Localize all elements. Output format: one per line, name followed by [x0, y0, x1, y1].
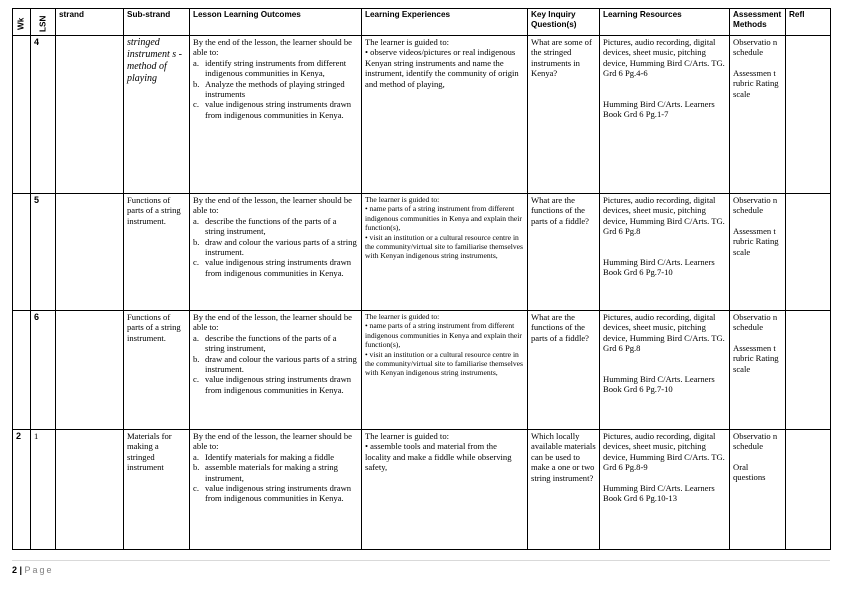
- outcome-list: [193, 333, 358, 395]
- list-item: a. identify string instruments from different indigenous communities in Kenya,: [193, 57, 347, 79]
- resources-primary: Pictures, audio recording, digital devices, sheet music, pitching device, Humming Bird C/Arts. TG. Grd 6 Pg.8: [603, 312, 725, 354]
- cell-refl: [786, 36, 831, 194]
- cell-outcomes: [190, 430, 362, 550]
- cell-inquiry: What are the functions of the parts of a fiddle?: [528, 311, 600, 430]
- table-row: [13, 430, 831, 550]
- cell-experiences: [362, 194, 528, 311]
- list-item: • name parts of a string instrument from different indigenous communities in Kenya and explain their function(s),: [365, 321, 522, 350]
- cell-wk: [13, 194, 31, 311]
- list-item: • visit an institution or a cultural resource centre in the community/virtual site to familiarise themselves with Kenyan indigenous string instruments,: [365, 232, 523, 261]
- cell-refl: [786, 430, 831, 550]
- outcome-list: [193, 216, 358, 278]
- cell-strand: [56, 36, 124, 194]
- resources-secondary: Humming Bird C/Arts. Learners Book Grd 6 Pg.1-7: [603, 98, 715, 120]
- cell-resources: [600, 36, 730, 194]
- list-item: • visit an institution or a cultural resource centre in the community/virtual site to familiarise themselves with Kenyan indigenous string instruments,: [365, 349, 523, 378]
- header-outcomes: Lesson Learning Outcomes: [190, 9, 362, 36]
- list-item: a. describe the functions of the parts of a string instrument,: [193, 332, 337, 354]
- experience-intro: The learner is guided to:: [365, 431, 449, 441]
- cell-sub-strand: Functions of parts of a string instrument.: [124, 194, 190, 311]
- list-item: b. Analyze the methods of playing stringed instruments: [193, 78, 345, 100]
- assessment-secondary: Oral questions: [733, 461, 766, 483]
- list-item: b. draw and colour the various parts of a string instrument.: [193, 236, 357, 258]
- assessment-secondary: Assessmen t rubric Rating scale: [733, 67, 779, 99]
- table-row: [13, 36, 831, 194]
- list-item: b. assemble materials for making a string instrument,: [193, 462, 338, 483]
- cell-strand: [56, 311, 124, 430]
- cell-sub-strand: Functions of parts of a string instrument.: [124, 311, 190, 430]
- header-assessment: Assessment Methods: [730, 9, 786, 36]
- list-item: c. value indigenous string instruments drawn from indigenous communities in Kenya.: [193, 483, 352, 504]
- resources-secondary: Humming Bird C/Arts. Learners Book Grd 6 Pg.10-13: [603, 482, 715, 504]
- resources-primary: Pictures, audio recording, digital devices, sheet music, pitching device, Humming Bird C/Arts. TG. Grd 6 Pg.8: [603, 195, 725, 237]
- cell-outcomes: [190, 36, 362, 194]
- cell-experiences: [362, 430, 528, 550]
- outcome-list: [193, 452, 358, 504]
- cell-strand: [56, 194, 124, 311]
- header-resources: Learning Resources: [600, 9, 730, 36]
- list-item: b. draw and colour the various parts of a string instrument.: [193, 353, 357, 375]
- resources-secondary: Humming Bird C/Arts. Learners Book Grd 6 Pg.7-10: [603, 256, 715, 278]
- cell-sub-strand: stringed instrument s - method of playing: [124, 36, 190, 194]
- header-lsn: LSN: [31, 9, 56, 36]
- page-footer: [12, 560, 830, 575]
- list-item: c. value indigenous string instruments drawn from indigenous communities in Kenya.: [193, 257, 352, 278]
- cell-lsn: 1: [31, 430, 56, 550]
- cell-outcomes: [190, 311, 362, 430]
- list-item: • observe videos/pictures or real indigenous Kenyan string instruments and name the instrument, identify the community of origin and method of playing,: [365, 47, 519, 89]
- assessment-primary: Observatio n schedule: [733, 37, 778, 58]
- assessment-primary: Observatio n schedule: [733, 312, 778, 333]
- experience-intro: The learner is guided to:: [365, 195, 440, 204]
- page-label: Page: [24, 565, 54, 575]
- cell-experiences: [362, 36, 528, 194]
- list-item: c. value indigenous string instruments drawn from indigenous communities in Kenya.: [193, 374, 352, 395]
- cell-wk: [13, 311, 31, 430]
- cell-inquiry: What are the functions of the parts of a fiddle?: [528, 194, 600, 311]
- page-number: 2: [12, 565, 18, 575]
- header-row: [13, 9, 831, 36]
- cell-lsn: 5: [31, 194, 56, 311]
- cell-lsn: 4: [31, 36, 56, 194]
- cell-resources: [600, 194, 730, 311]
- list-item: a. Identify materials for making a fiddle: [193, 451, 335, 462]
- list-item: c. value indigenous string instruments drawn from indigenous communities in Kenya.: [193, 99, 352, 120]
- list-item: a. describe the functions of the parts of a string instrument,: [193, 215, 337, 237]
- list-item: • assemble tools and material from the locality and make a fiddle while observing safety,: [365, 441, 512, 473]
- experience-intro: The learner is guided to:: [365, 312, 440, 321]
- cell-outcomes: [190, 194, 362, 311]
- experience-intro: The learner is guided to:: [365, 37, 449, 47]
- table-row: [13, 311, 831, 430]
- cell-experiences: [362, 311, 528, 430]
- cell-sub-strand: Materials for making a stringed instrument: [124, 430, 190, 550]
- footer-separator: |: [17, 565, 25, 575]
- cell-strand: [56, 430, 124, 550]
- header-experiences: Learning Experiences: [362, 9, 528, 36]
- cell-assessment: [730, 430, 786, 550]
- outcome-list: [193, 58, 358, 120]
- assessment-secondary: Assessmen t rubric Rating scale: [733, 225, 779, 257]
- assessment-primary: Observatio n schedule: [733, 195, 778, 216]
- header-wk: Wk: [13, 9, 31, 36]
- outcome-intro: By the end of the lesson, the learner should be able to:: [193, 312, 352, 333]
- list-item: • name parts of a string instrument from different indigenous communities in Kenya and explain their function(s),: [365, 204, 522, 233]
- outcome-intro: By the end of the lesson, the learner should be able to:: [193, 431, 352, 452]
- cell-assessment: [730, 36, 786, 194]
- cell-lsn: 6: [31, 311, 56, 430]
- header-inquiry: Key Inquiry Question(s): [528, 9, 600, 36]
- cell-assessment: [730, 194, 786, 311]
- cell-wk: 2: [13, 430, 31, 550]
- cell-inquiry: Which locally available materials can be used to make a one or two string instrument?: [528, 430, 600, 550]
- cell-assessment: [730, 311, 786, 430]
- header-strand: strand: [56, 9, 124, 36]
- assessment-secondary: Assessmen t rubric Rating scale: [733, 342, 779, 374]
- outcome-intro: By the end of the lesson, the learner should be able to:: [193, 37, 352, 58]
- cell-refl: [786, 194, 831, 311]
- resources-primary: Pictures, audio recording, digital devices, sheet music, pitching device, Humming Bird C/Arts. TG. Grd 6 Pg.8-9: [603, 431, 725, 473]
- cell-resources: [600, 311, 730, 430]
- header-refl: Refl: [786, 9, 831, 36]
- scheme-of-work-table: [12, 8, 831, 550]
- resources-secondary: Humming Bird C/Arts. Learners Book Grd 6 Pg.7-10: [603, 373, 715, 395]
- outcome-intro: By the end of the lesson, the learner should be able to:: [193, 195, 352, 216]
- cell-resources: [600, 430, 730, 550]
- header-sub-strand: Sub-strand: [124, 9, 190, 36]
- table-row: [13, 194, 831, 311]
- resources-primary: Pictures, audio recording, digital devices, sheet music, pitching device, Humming Bird C/Arts. TG. Grd 6 Pg.4-6: [603, 37, 725, 79]
- cell-inquiry: What are some of the stringed instruments in Kenya?: [528, 36, 600, 194]
- assessment-primary: Observatio n schedule: [733, 431, 778, 452]
- cell-wk: [13, 36, 31, 194]
- cell-refl: [786, 311, 831, 430]
